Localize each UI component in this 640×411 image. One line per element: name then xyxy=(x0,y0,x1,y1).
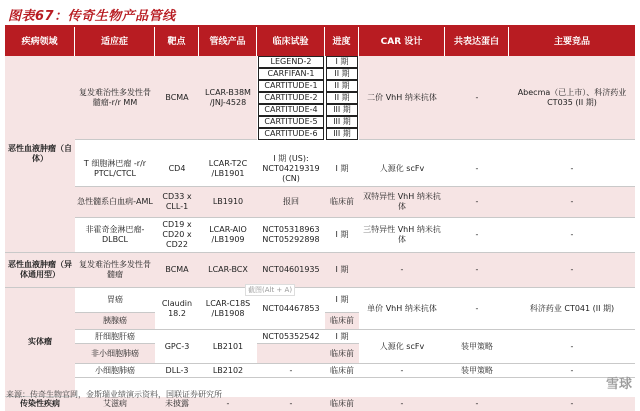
coexp-r4: - xyxy=(445,218,509,253)
indication-hcc: 肝细胞肝癌 xyxy=(75,330,155,344)
trial-cartitude-1: CARTITUDE-1 xyxy=(258,80,324,92)
coexp-r6: - xyxy=(445,288,509,330)
design-r10: - xyxy=(359,364,445,378)
trial-nct04219319: I 期 (US): NCT04219319 (CN) xyxy=(257,152,325,187)
phase-r2: I 期 xyxy=(325,152,359,187)
figure-title: 图表67：传奇生物产品管线 xyxy=(8,9,176,24)
trial-cartitude-5: CARTITUDE-5 xyxy=(258,116,324,128)
phase-cartitude-2: II 期 xyxy=(326,92,358,104)
design-r11: - xyxy=(359,397,445,411)
target-gpc3: GPC-3 xyxy=(155,330,199,364)
design-monovalent-vhh: 单价 VhH 纳米抗体 xyxy=(359,288,445,330)
header-phase: 进度 xyxy=(325,27,359,56)
header-target: 靶点 xyxy=(155,27,199,56)
phase-cartitude-4: III 期 xyxy=(326,104,358,116)
indication-rr-mm-allo: 复发难治性多发性骨髓瘤 xyxy=(75,253,155,288)
target-bcma-allo: BCMA xyxy=(155,253,199,288)
trial-carfifan-1: CARFIFAN-1 xyxy=(258,68,324,80)
product-r11: - xyxy=(199,397,257,411)
indication-nsclc: 非小细胞肺癌 xyxy=(75,344,155,364)
target-cd19-cd20-cd22: CD19 x CD20 x CD22 xyxy=(155,218,199,253)
design-bispecific-vhh: 双特异性 VhH 纳米抗体 xyxy=(359,187,445,218)
area-heme-allo: 恶性血液肿瘤（异体通用型） xyxy=(5,253,75,288)
target-dll3: DLL-3 xyxy=(155,364,199,378)
competitor-r4: - xyxy=(509,218,635,253)
header-product: 管线产品 xyxy=(199,27,257,56)
indication-dlbcl: 非霍奇金淋巴瘤-DLBCL xyxy=(75,218,155,253)
product-lb2102: LB2102 xyxy=(199,364,257,378)
phase-cartitude-5: III 期 xyxy=(326,116,358,128)
coexp-r1: - xyxy=(445,56,509,140)
header-area: 疾病领域 xyxy=(5,27,75,56)
trial-r10: - xyxy=(257,364,325,378)
trial-nct05352542: NCT05352542 xyxy=(257,330,325,344)
trial-cartitude-2: CARTITUDE-2 xyxy=(258,92,324,104)
trial-nct04601935: NCT04601935 xyxy=(257,253,325,288)
trial-legend-2: LEGEND-2 xyxy=(258,56,324,68)
competitor-r8: - xyxy=(509,330,635,364)
phase-carfifan-1: II 期 xyxy=(326,68,358,80)
competitor-ct041: 科济药业 CT041 (II 期) xyxy=(509,288,635,330)
product-lb1910: LB1910 xyxy=(199,187,257,218)
design-r5: - xyxy=(359,253,445,288)
product-lcar-c18s: LCAR-C18S /LB1908 xyxy=(199,288,257,330)
design-bivalent-vhh: 二价 VhH 纳米抗体 xyxy=(359,56,445,140)
phase-r9: 临床前 xyxy=(325,344,359,364)
design-humanized-scfv: 人源化 scFv xyxy=(359,152,445,187)
phase-r3: 临床前 xyxy=(325,187,359,218)
coexp-r11: - xyxy=(445,397,509,411)
phase-r10: 临床前 xyxy=(325,364,359,378)
source-note: 来源：传奇生物官网，金斯瑞业绩演示资料，国联证券研究所 xyxy=(6,390,222,399)
trial-r9-empty xyxy=(257,344,325,364)
product-lcar-aio: LCAR-AIO /LB1909 xyxy=(199,218,257,253)
product-lcar-bcx: LCAR-BCX xyxy=(199,253,257,288)
phase-r5: I 期 xyxy=(325,253,359,288)
competitor-r10: - xyxy=(509,364,635,378)
coexp-r5: - xyxy=(445,253,509,288)
trial-cartitude-6: CARTITUDE-6 xyxy=(258,128,324,140)
header-competitor: 主要竞品 xyxy=(509,27,635,56)
phase-r8: I 期 xyxy=(325,330,359,344)
product-lcar-t2c: LCAR-T2C /LB1901 xyxy=(199,152,257,187)
competitor-r5: - xyxy=(509,253,635,288)
indication-rr-mm: 复发难治性多发性骨髓瘤-r/r MM xyxy=(75,56,155,140)
header-coexpression: 共表达蛋白 xyxy=(445,27,509,56)
product-lcar-b38m: LCAR-B38M /JNJ-4528 xyxy=(199,56,257,140)
design-trispecific-vhh: 三特异性 VhH 纳米抗体 xyxy=(359,218,445,253)
competitor-r11: - xyxy=(509,397,635,411)
phase-r7: 临床前 xyxy=(325,313,359,330)
header-indication: 适应症 xyxy=(75,27,155,56)
indication-ptcl: T 细胞淋巴瘤 -r/r PTCL/CTCL xyxy=(75,152,155,187)
trial-nct05318963: NCT05318963 NCT05292898 xyxy=(257,218,325,253)
watermark: 雪球 xyxy=(605,377,632,392)
indication-gastric: 胃癌 xyxy=(75,288,155,313)
area-infectious: 传染性疾病 xyxy=(5,397,75,411)
phase-legend-2: I 期 xyxy=(326,56,358,68)
area-solid: 实体瘤 xyxy=(5,288,75,397)
phase-r6: I 期 xyxy=(325,288,359,313)
indication-sclc: 小细胞肺癌 xyxy=(75,364,155,378)
phase-r11: 临床前 xyxy=(325,397,359,411)
product-lb2101: LB2101 xyxy=(199,330,257,364)
coexp-armored-r10: 装甲策略 xyxy=(445,364,509,378)
trial-nct04467853: NCT04467853 xyxy=(257,288,325,330)
target-cd4: CD4 xyxy=(155,152,199,187)
coexp-armored-r8: 装甲策略 xyxy=(445,330,509,364)
phase-cartitude-6: III 期 xyxy=(326,128,358,140)
indication-hiv: 艾滋病 xyxy=(75,397,155,411)
competitor-abecma: Abecma（已上市）、科济药业CT035 (II 期) xyxy=(509,56,635,140)
header-trial: 临床试验 xyxy=(257,27,325,56)
screenshot-tooltip: 截图(Alt + A) xyxy=(245,284,295,296)
phase-r4: I 期 xyxy=(325,218,359,253)
target-bcma: BCMA xyxy=(155,56,199,140)
header-car-design: CAR 设计 xyxy=(359,27,445,56)
trial-r3: 报回 xyxy=(257,187,325,218)
design-r8: 人源化 scFv xyxy=(359,330,445,364)
competitor-r2: - xyxy=(509,152,635,187)
competitor-r3: - xyxy=(509,187,635,218)
indication-pancreatic: 胰腺癌 xyxy=(75,313,155,330)
phase-cartitude-1: II 期 xyxy=(326,80,358,92)
coexp-r3: - xyxy=(445,187,509,218)
indication-aml: 急性髓系白血病-AML xyxy=(75,187,155,218)
trial-cartitude-4: CARTITUDE-4 xyxy=(258,104,324,116)
target-undisclosed: 未披露 xyxy=(155,397,199,411)
target-claudin-18-2: Claudin 18.2 xyxy=(155,288,199,330)
area-heme-auto: 恶性血液肿瘤（自体） xyxy=(5,56,75,253)
trial-r11: - xyxy=(257,397,325,411)
coexp-r2: - xyxy=(445,152,509,187)
target-cd33-cll1: CD33 x CLL-1 xyxy=(155,187,199,218)
